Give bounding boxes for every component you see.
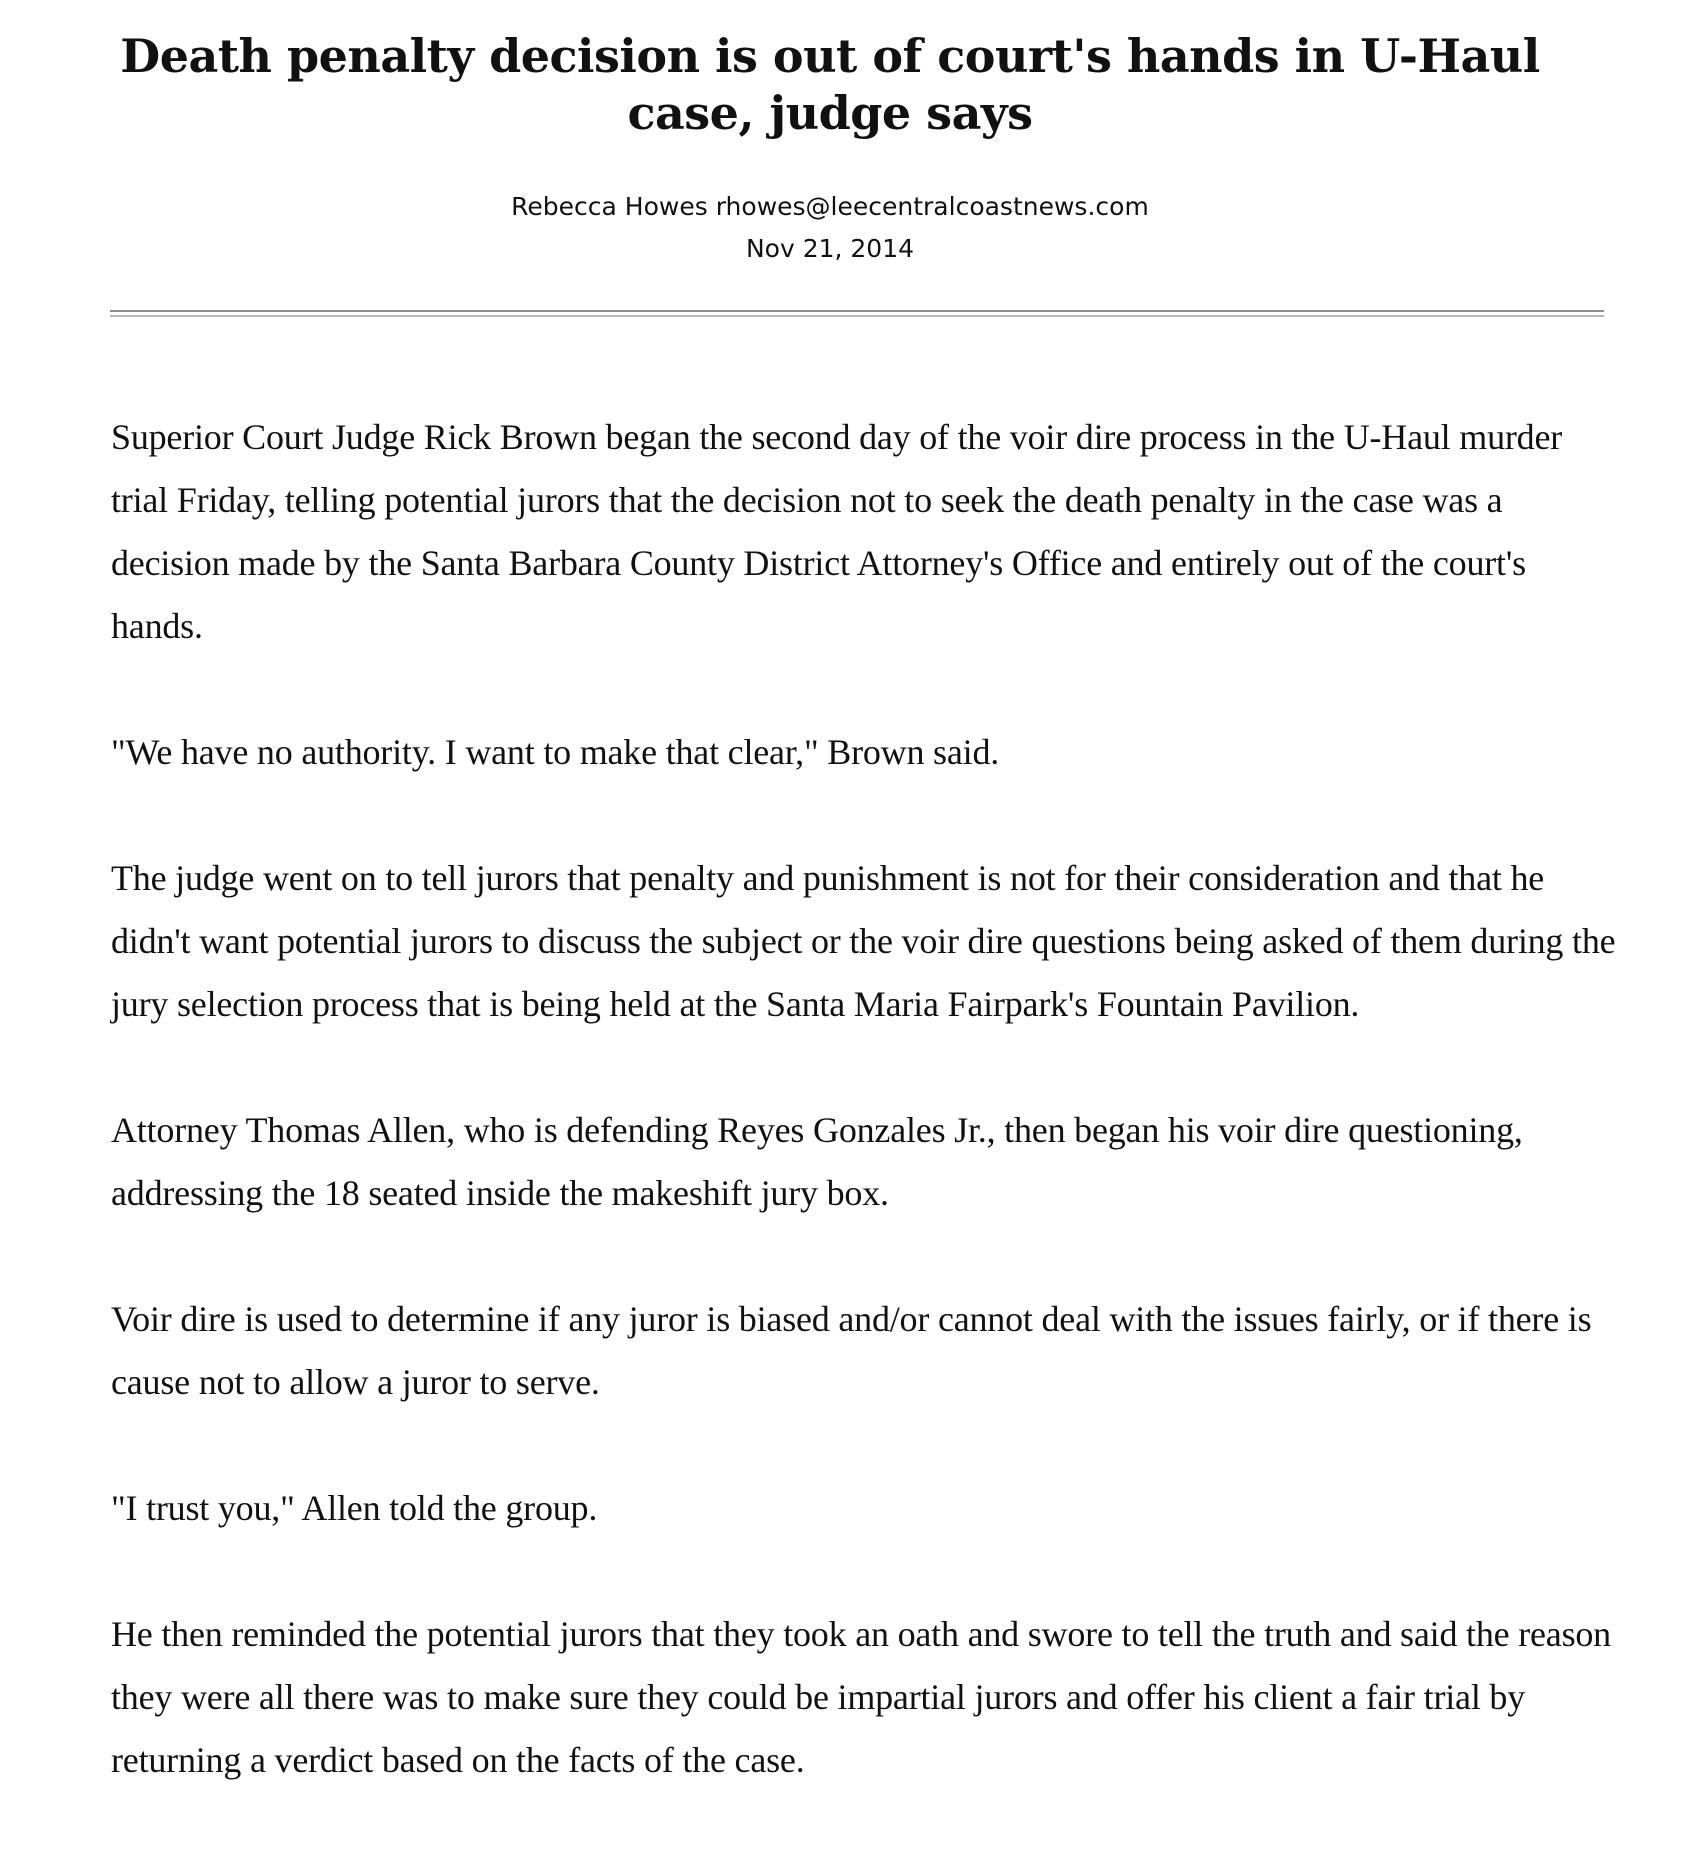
article-body bbox=[111, 406, 1621, 1855]
paragraph: Voir dire is used to determine if any juror is biased and/or cannot deal with the issues fairly, or if there is cause not to allow a juror to serve. bbox=[111, 1299, 1592, 1402]
paragraph: Attorney Thomas Allen, who is defending Reyes Gonzales Jr., then began his voir dire questioning, addressing the 18 seated inside the makeshift jury box. bbox=[111, 1110, 1523, 1213]
paragraph: "We have no authority. I want to make that clear," Brown said. bbox=[111, 732, 1000, 772]
header-divider bbox=[110, 310, 1604, 317]
author-line bbox=[100, 186, 1560, 228]
paragraph: The judge went on to tell jurors that penalty and punishment is not for their consideration and that he didn't want potential jurors to discuss the subject or the voir dire questions being asked of them during the jury selection process that is being held at the Santa Maria Fairpark's Fountain Pavilion. bbox=[111, 858, 1616, 1024]
paragraph: He then reminded the potential jurors that they took an oath and swore to tell the truth and said the reason they were all there was to make sure they could be impartial jurors and offer his client a fair trial by returning a verdict based on the facts of the case. bbox=[111, 1614, 1611, 1780]
author-name: Rebecca Howes bbox=[511, 192, 708, 221]
author-email[interactable]: rhowes@leecentralcoastnews.com bbox=[715, 192, 1149, 221]
paragraph: Superior Court Judge Rick Brown began the second day of the voir dire process in the U-Haul murder trial Friday, telling potential jurors that the decision not to seek the death penalty in the case was a decision made by the Santa Barbara County District Attorney's Office and entirely out of the court's hands. bbox=[111, 417, 1563, 646]
publish-date: Nov 21, 2014 bbox=[745, 234, 915, 263]
byline bbox=[100, 186, 1560, 270]
article-headline: Death penalty decision is out of court's hands in U-Haul case, judge says bbox=[120, 29, 1540, 140]
paragraph: "I trust you," Allen told the group. bbox=[111, 1488, 598, 1528]
